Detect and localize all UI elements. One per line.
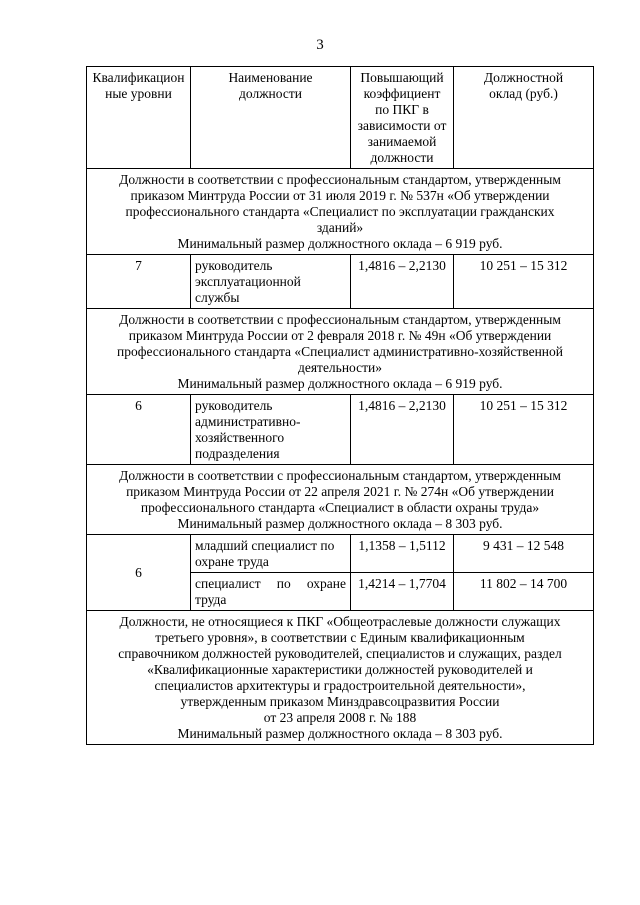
section-line: Должности в соответствии с профессиональным стандартом, утвержденным: [119, 312, 561, 327]
salary-range: 10 251 – 15 312: [454, 255, 594, 309]
qualification-level: 6: [87, 395, 191, 465]
page-number: 3: [316, 37, 324, 53]
section-heading-row: [87, 309, 594, 395]
header-coefficient: [351, 67, 454, 169]
section-line: приказом Минтруда России от 2 февраля 2018 г. № 49н «Об утверждении: [128, 328, 552, 343]
section-heading-row: [87, 465, 594, 535]
section-line: деятельности»: [297, 360, 383, 375]
position-word: по: [276, 576, 291, 591]
section-line: Должности в соответствии с профессиональным стандартом, утвержденным: [119, 468, 561, 483]
position-line: эксплуатационной: [195, 274, 301, 289]
section-line: Должности, не относящиеся к ПКГ «Общеотраслевые должности служащих: [119, 614, 561, 629]
position-line: охране труда: [195, 554, 269, 569]
table-row: [87, 535, 594, 573]
header-text: коэффициент: [363, 86, 441, 101]
salary-table: [86, 66, 594, 745]
section-line: от 23 апреля 2008 г. № 188: [263, 710, 417, 725]
section-line: профессионального стандарта «Специалист по эксплуатации гражданских: [125, 204, 555, 219]
position-line: руководитель: [195, 398, 273, 413]
section-heading: [87, 169, 594, 255]
section-line: приказом Минтруда России от 31 июля 2019 г. № 537н «Об утверждении: [130, 188, 550, 203]
table-row: [87, 395, 594, 465]
coefficient-range: 1,4816 – 2,2130: [351, 255, 454, 309]
position-line: [195, 576, 346, 592]
section-line: Должности в соответствии с профессиональным стандартом, утвержденным: [119, 172, 561, 187]
section-line: профессионального стандарта «Специалист административно-хозяйственной: [116, 344, 564, 359]
header-text: ные уровни: [105, 86, 172, 101]
section-line: справочником должностей руководителей, специалистов и служащих, раздел: [118, 646, 562, 661]
header-text: по ПКГ в: [375, 102, 429, 117]
position-name: [191, 255, 351, 309]
salary-range: 11 802 – 14 700: [454, 573, 594, 611]
section-line: Минимальный размер должностного оклада – 6 919 руб.: [177, 236, 503, 251]
qualification-level: 7: [87, 255, 191, 309]
salary-range: 10 251 – 15 312: [454, 395, 594, 465]
header-text: Наименование: [228, 70, 313, 85]
section-line: третьего уровня», в соответствии с Единым квалификационным: [155, 630, 525, 645]
section-line: профессионального стандарта «Специалист в области охраны труда»: [140, 500, 540, 515]
qualification-level: 6: [87, 535, 191, 611]
header-text: должности: [370, 150, 434, 165]
section-line: специалистов архитектуры и градостроительной деятельности»,: [154, 678, 526, 693]
position-line: хозяйственного: [195, 430, 285, 445]
salary-range: 9 431 – 12 548: [454, 535, 594, 573]
position-line: подразделения: [195, 446, 280, 461]
section-line: Минимальный размер должностного оклада – 8 303 руб.: [177, 726, 503, 741]
position-word: охране: [306, 576, 346, 591]
coefficient-range: 1,4214 – 1,7704: [351, 573, 454, 611]
header-text: Повышающий: [360, 70, 444, 85]
header-salary: [454, 67, 594, 169]
position-name: [191, 535, 351, 573]
table-header-row: [87, 67, 594, 169]
position-line: руководитель: [195, 258, 273, 273]
section-line: зданий»: [316, 220, 364, 235]
position-line: службы: [195, 290, 240, 305]
position-name: [191, 573, 351, 611]
section-line: Минимальный размер должностного оклада – 8 303 руб.: [177, 516, 503, 531]
section-heading: [87, 611, 594, 745]
header-qualification-levels: [87, 67, 191, 169]
header-text: занимаемой: [367, 134, 437, 149]
position-line: младший специалист по: [195, 538, 335, 553]
section-line: приказом Минтруда России от 22 апреля 2021 г. № 274н «Об утверждении: [126, 484, 554, 499]
section-line: утвержденным приказом Минздравсоцразвития России: [180, 694, 500, 709]
table-row: [87, 255, 594, 309]
header-position-name: [191, 67, 351, 169]
section-line: «Квалификационные характеристики должностей руководителей и: [147, 662, 533, 677]
position-line: труда: [195, 592, 227, 607]
header-text: Квалификацион: [92, 70, 185, 85]
header-text: Должностной: [483, 70, 564, 85]
section-heading-row: [87, 169, 594, 255]
section-heading-row: [87, 611, 594, 745]
coefficient-range: 1,1358 – 1,5112: [351, 535, 454, 573]
section-heading: [87, 465, 594, 535]
header-text: оклад (руб.): [489, 86, 558, 101]
position-word: специалист: [195, 576, 261, 591]
coefficient-range: 1,4816 – 2,2130: [351, 395, 454, 465]
section-heading: [87, 309, 594, 395]
header-text: должности: [239, 86, 302, 101]
header-text: зависимости от: [357, 118, 447, 133]
position-line: административно-: [195, 414, 301, 429]
section-line: Минимальный размер должностного оклада – 6 919 руб.: [177, 376, 503, 391]
position-name: [191, 395, 351, 465]
